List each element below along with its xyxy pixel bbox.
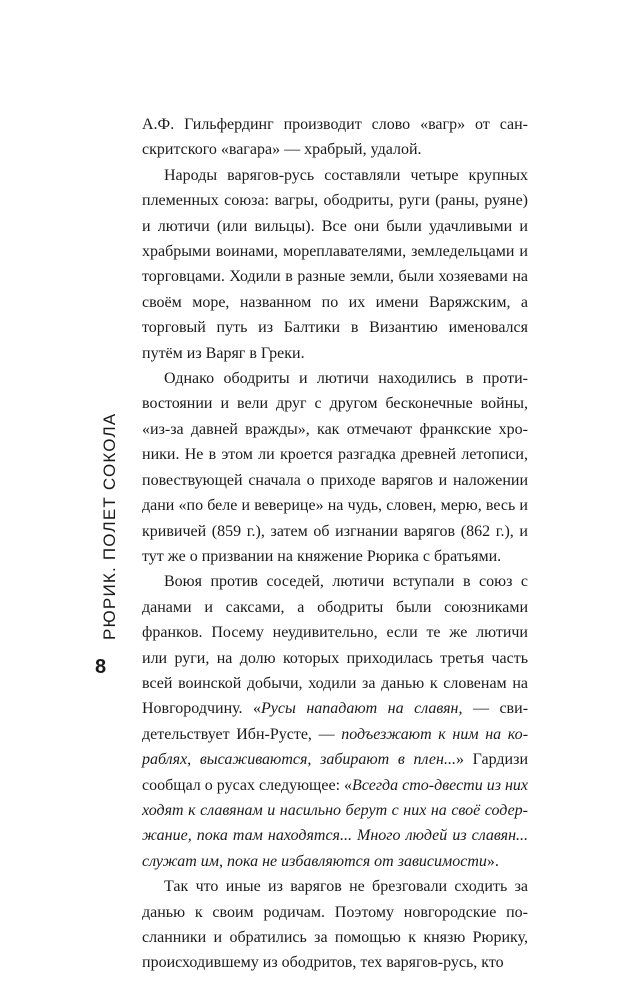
paragraph [142,366,528,569]
text-span: — свидетельствует Ибн-Русте, — [142,700,529,743]
italic-quote-span: Русы нападают на славян, [261,700,463,718]
italic-quote-span: подъезжают к ним на кораблях, высаживаются, забирают в плен... [142,725,529,769]
text-span: Однако ободриты и лютичи находились в противостоянии и вели друг с другом бесконечные войны, «из-за давней вражды», как отмечают франкские хроники. Не в этом ли кроется разгадка древней летописи, повествующей сначала о приходе варягов и наложении дани «по беле и веверице» на чудь, словен, мерю, весь и кривичей (859 г.), затем об изгнании варягов (862 г.), и тут же о призвании на княжение Рюрика с братьями. [142,370,528,565]
text-span: » Гардизи сообщал о русах следующее: « [142,751,529,794]
text-span: Так что иные из варягов не брезговали сходить за данью к своим родичам. Поэтому новгородские посланники и обратились за помощью к князю Рюрику, происходившему из ободритов, тех варягов-русь, кто [142,878,528,972]
paragraph [142,112,528,163]
paragraph [142,163,528,366]
paragraph [142,569,528,874]
text-span: Воюя против соседей, лютичи вступали в союз с данами и саксами, а ободриты были союзниками франков. Посему неудивительно, если те же лютичи или руги, на долю которых приходилась третья часть всей воинской добычи, ходили за данью к словенам на Новгородчину. « [142,573,528,718]
text-span: Народы варягов-русь составляли четыре крупных племенных союза: вагры, ободриты, руги (раны, руяне) и лютичи (или вильцы). Все они были удачливыми и храбрыми воинами, мореплавателями, земледельцами и торговцами. Ходили в разные земли, были хозяевами на своём море, названном по их имени Варяжским, а торговый путь из Балтики в Византию именовался путём из Варяг в Греки. [142,166,528,362]
text-span: ». [486,852,499,870]
italic-quote-span: Всегда сто-двести из них ходят к славянам и насильно берут с них на своё содержание, пока там находятся... Много людей из славян... служат им, пока не избавляются от зависимости [142,776,529,870]
running-head-title: РЮРИК. ПОЛЕТ СОКОЛА [100,412,119,640]
text-span: А.Ф. Гильфердинг производит слово «вагр» от санскритского «вагара» — храбрый, удалой. [142,116,528,159]
paragraph [142,874,528,976]
body-text [142,112,528,976]
page-number: 8 [95,656,107,678]
